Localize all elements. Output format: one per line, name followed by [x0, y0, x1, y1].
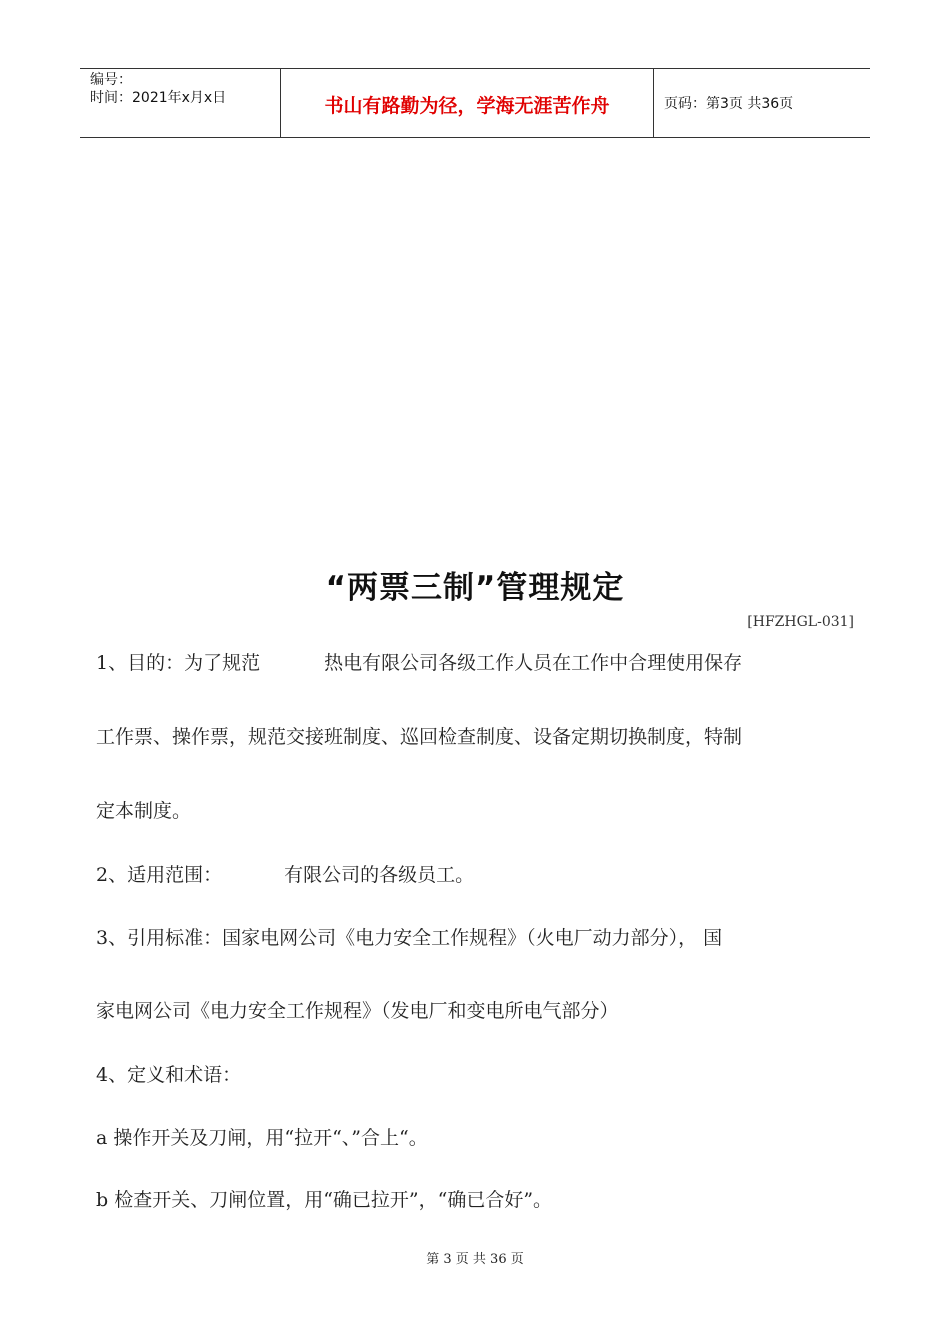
purpose-text: 热电有限公司各级工作人员在工作中合理使用保存 [324, 652, 743, 674]
paragraph-line [96, 648, 856, 675]
header-page-number: 页码：第3页 共36页 [664, 96, 794, 112]
paragraph-line: 4、定义和术语： [96, 1064, 242, 1086]
header-time: 时间：2021年x月x日 [90, 90, 227, 106]
header-motto: 书山有路勤为径，学海无涯苦作舟 [281, 69, 654, 137]
purpose-label: 1、目的：为了规范 [96, 652, 261, 674]
document-title: “两票三制”管理规定 [325, 570, 625, 606]
scope-label: 2、适用范围： [96, 864, 223, 886]
paragraph-line: b 检查开关、刀闸位置，用“确已拉开”，“确已合好”。 [96, 1189, 553, 1211]
paragraph-line: 定本制度。 [96, 800, 192, 822]
paragraph-line: 家电网公司《电力安全工作规程》（发电厂和变电所电气部分） [96, 1000, 619, 1022]
paragraph-line: a 操作开关及刀闸，用“拉开“、”合上“。 [96, 1127, 428, 1149]
page-header [80, 68, 870, 138]
paragraph-line: 3、引用标准：国家电网公司《电力安全工作规程》（火电厂动力部分）， 国 [96, 927, 723, 949]
header-meta-cell [80, 69, 281, 137]
page-footer: 第 3 页 共 36 页 [426, 1252, 524, 1267]
paragraph-line [96, 860, 856, 887]
scope-text: 有限公司的各级员工。 [284, 864, 475, 886]
document-code: [HFZHGL-031] [747, 614, 854, 630]
header-number: 编号： [90, 72, 132, 88]
paragraph-line: 工作票、操作票，规范交接班制度、巡回检查制度、设备定期切换制度，特制 [96, 726, 743, 748]
